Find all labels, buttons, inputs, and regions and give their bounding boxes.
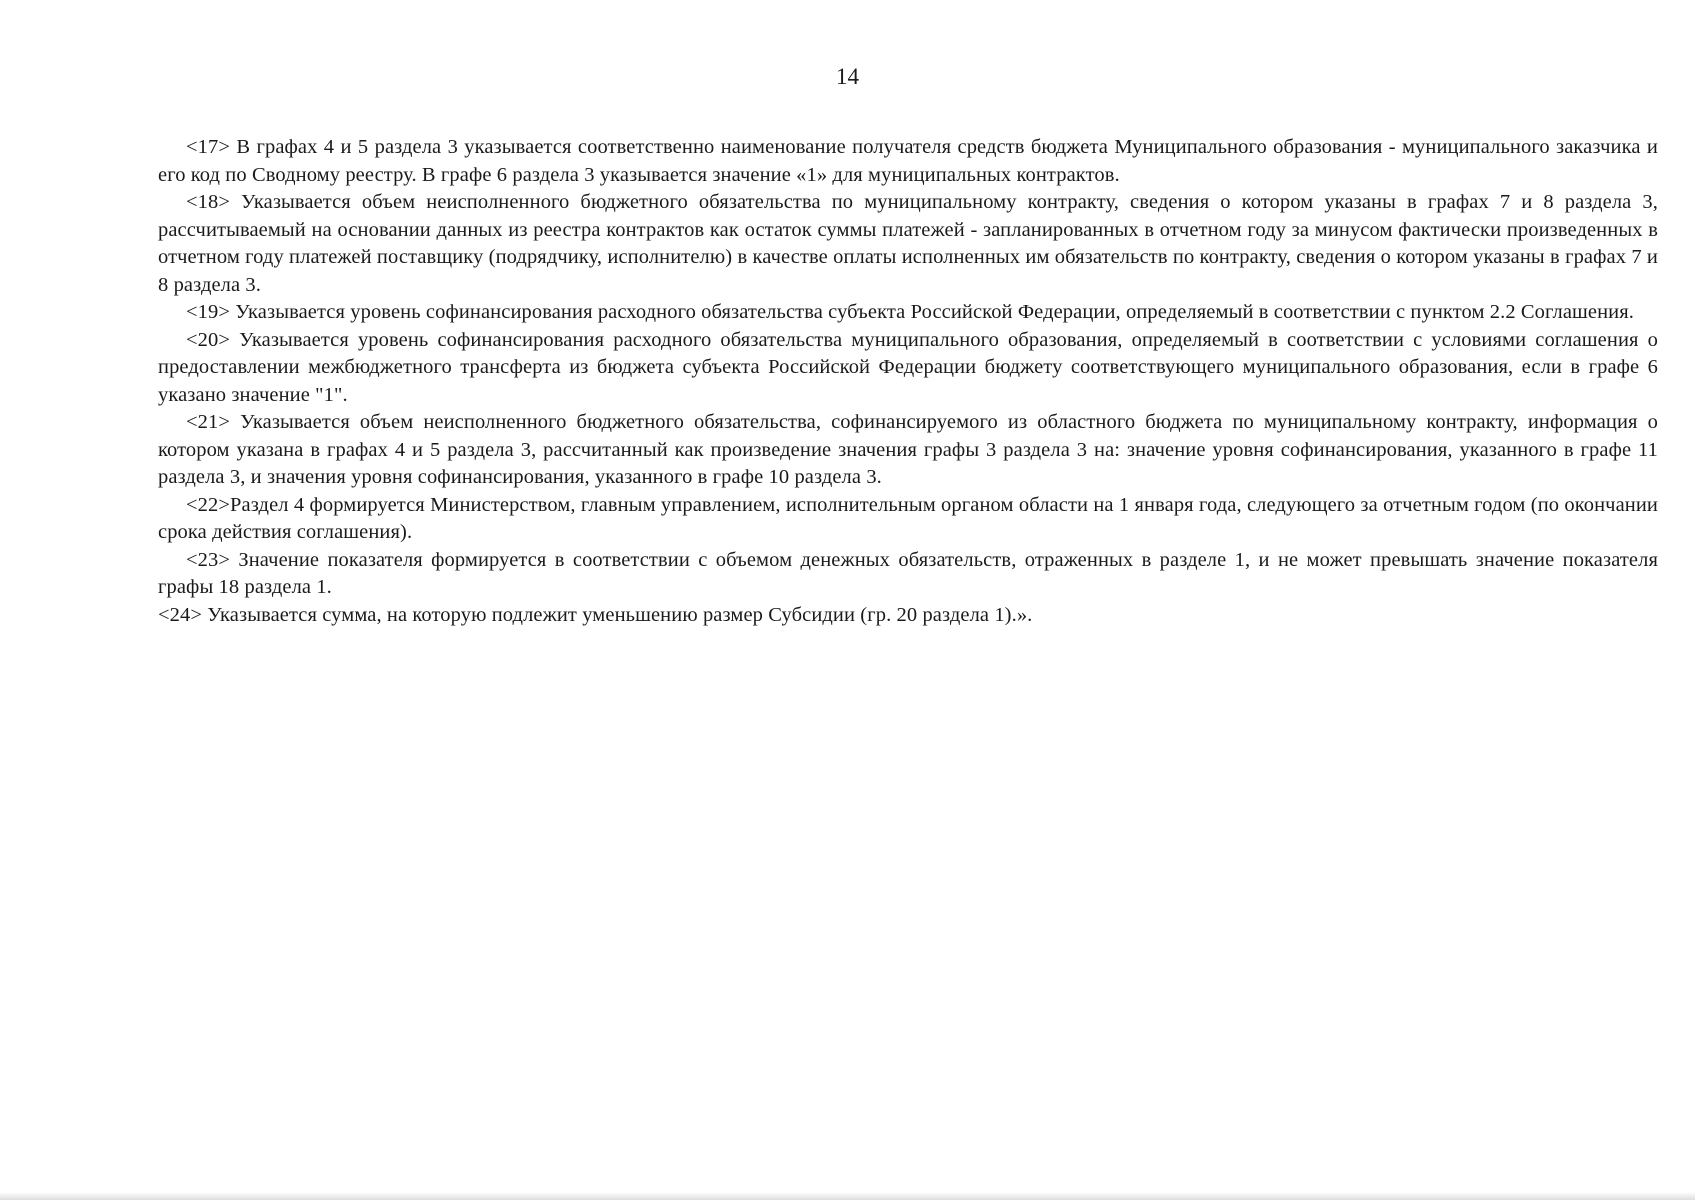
footnote-22: <22>Раздел 4 формируется Министерством, главным управлением, исполнительным органом области на 1 января года, следующего за отчетным годом (по окончании срока действия соглашения). bbox=[158, 493, 1658, 543]
page-number: 14 bbox=[836, 64, 859, 89]
footnote-20: <20> Указывается уровень софинансирования расходного обязательства муниципального образования, определяемый в соответствии с условиями соглашения о предоставлении межбюджетного трансферта из бюджета субъекта Российской Федерации бюджету соответствующего муниципального образования, если в графе 6 указано значение "1". bbox=[158, 328, 1658, 406]
footnotes-block bbox=[158, 134, 1658, 629]
scan-edge bbox=[0, 1192, 1695, 1200]
footnote-17: <17> В графах 4 и 5 раздела 3 указывается соответственно наименование получателя средств бюджета Муниципального образования - муниципального заказчика и его код по Сводному реестру. В графе 6 раздела 3 указывается значение «1» для муниципальных контрактов. bbox=[158, 136, 1658, 186]
footnote-21: <21> Указывается объем неисполненного бюджетного обязательства, софинансируемого из областного бюджета по муниципальному контракту, информация о котором указана в графах 4 и 5 раздела 3, рассчитанный как произведение значения графы 3 раздела 3 на: значение уровня софинансирования, указанного в графе 11 раздела 3, и значения уровня софинансирования, указанного в графе 10 раздела 3. bbox=[158, 411, 1658, 488]
footnote-18: <18> Указывается объем неисполненного бюджетного обязательства по муниципальному контракту, сведения о котором указаны в графах 7 и 8 раздела 3, рассчитываемый на основании данных из реестра контрактов как остаток суммы платежей - запланированных в отчетном году за минусом фактически произведенных в отчетном году платежей поставщику (подрядчику, исполнителю) в качестве оплаты исполненных им обязательств по контракту, сведения о котором указаны в графах 7 и 8 раздела 3. bbox=[158, 191, 1658, 296]
footnote-19: <19> Указывается уровень софинансирования расходного обязательства субъекта Российской Федерации, определяемый в соответствии с пунктом 2.2 Соглашения. bbox=[186, 301, 1634, 323]
footnote-24: <24> Указывается сумма, на которую подлежит уменьшению размер Субсидии (гр. 20 раздела 1).». bbox=[158, 603, 1033, 626]
footnote-23: <23> Значение показателя формируется в соответствии с объемом денежных обязательств, отраженных в разделе 1, и не может превышать значение показателя графы 18 раздела 1. bbox=[158, 548, 1658, 598]
